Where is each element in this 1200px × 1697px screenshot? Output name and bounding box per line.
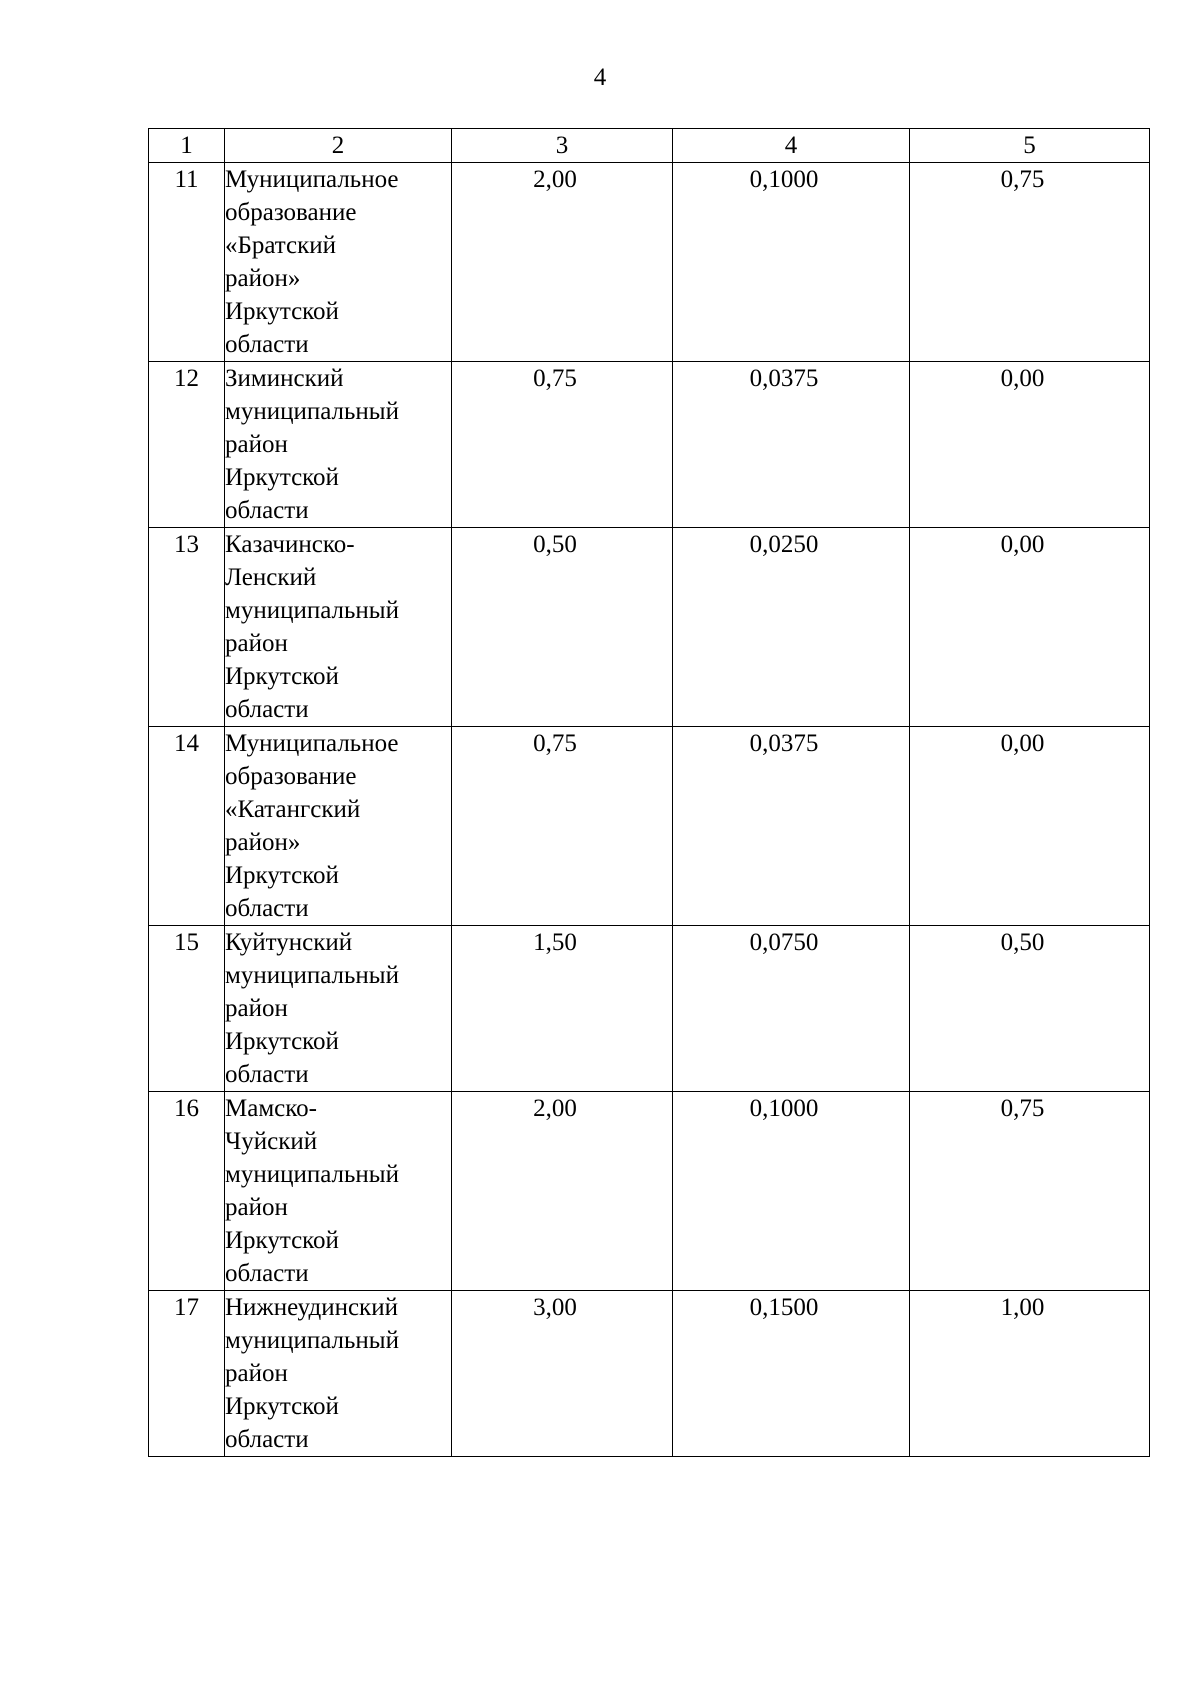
data-table xyxy=(148,128,1150,1457)
value-col-4: 0,1000 xyxy=(749,166,819,193)
row-number: 15 xyxy=(149,926,225,1092)
table-header-row xyxy=(149,129,1150,163)
value-col-3: 2,00 xyxy=(533,166,577,193)
value-col-5: 1,00 xyxy=(1000,1294,1045,1321)
value-col-3: 0,75 xyxy=(533,365,577,392)
value-col-3: 0,75 xyxy=(533,730,577,757)
municipality-name: Зиминский муниципальный район Иркутской области xyxy=(225,362,452,528)
table-row xyxy=(149,727,1150,926)
table-row xyxy=(149,362,1150,528)
table-row xyxy=(149,163,1150,362)
value-col-4: 0,0375 xyxy=(749,730,819,757)
value-col-4: 0,0750 xyxy=(749,929,819,956)
value-col-5: 0,00 xyxy=(1000,531,1045,558)
value-col-5: 0,75 xyxy=(1000,166,1045,193)
value-col-3: 2,00 xyxy=(533,1095,577,1122)
value-col-5: 0,00 xyxy=(1000,365,1045,392)
row-number: 12 xyxy=(149,362,225,528)
municipality-name: Мамско- Чуйский муниципальный район Иркутской области xyxy=(225,1092,452,1291)
column-header: 3 xyxy=(452,129,673,163)
municipality-name: Муниципальное образование «Братский район» Иркутской области xyxy=(225,163,452,362)
column-header: 1 xyxy=(149,129,225,163)
row-number: 11 xyxy=(149,163,225,362)
row-number: 17 xyxy=(149,1291,225,1457)
value-col-5: 0,00 xyxy=(1000,730,1045,757)
page-number: 4 xyxy=(593,64,607,91)
column-header: 4 xyxy=(673,129,910,163)
value-col-3: 3,00 xyxy=(533,1294,577,1321)
value-col-4: 0,0250 xyxy=(749,531,819,558)
value-col-3: 1,50 xyxy=(533,929,577,956)
municipality-name: Казачинско- Ленский муниципальный район Иркутской области xyxy=(225,528,452,727)
value-col-3: 0,50 xyxy=(533,531,577,558)
value-col-4: 0,0375 xyxy=(749,365,819,392)
municipality-name: Куйтунский муниципальный район Иркутской области xyxy=(225,926,452,1092)
value-col-5: 0,50 xyxy=(1000,929,1045,956)
row-number: 13 xyxy=(149,528,225,727)
row-number: 16 xyxy=(149,1092,225,1291)
value-col-4: 0,1500 xyxy=(749,1294,819,1321)
municipality-name: Нижнеудинский муниципальный район Иркутской области xyxy=(225,1291,452,1457)
table-row xyxy=(149,528,1150,727)
column-header: 5 xyxy=(910,129,1150,163)
column-header: 2 xyxy=(225,129,452,163)
row-number: 14 xyxy=(149,727,225,926)
value-col-5: 0,75 xyxy=(1000,1095,1045,1122)
value-col-4: 0,1000 xyxy=(749,1095,819,1122)
table-row xyxy=(149,926,1150,1092)
table-row xyxy=(149,1092,1150,1291)
table-row xyxy=(149,1291,1150,1457)
municipality-name: Муниципальное образование «Катангский район» Иркутской области xyxy=(225,727,452,926)
